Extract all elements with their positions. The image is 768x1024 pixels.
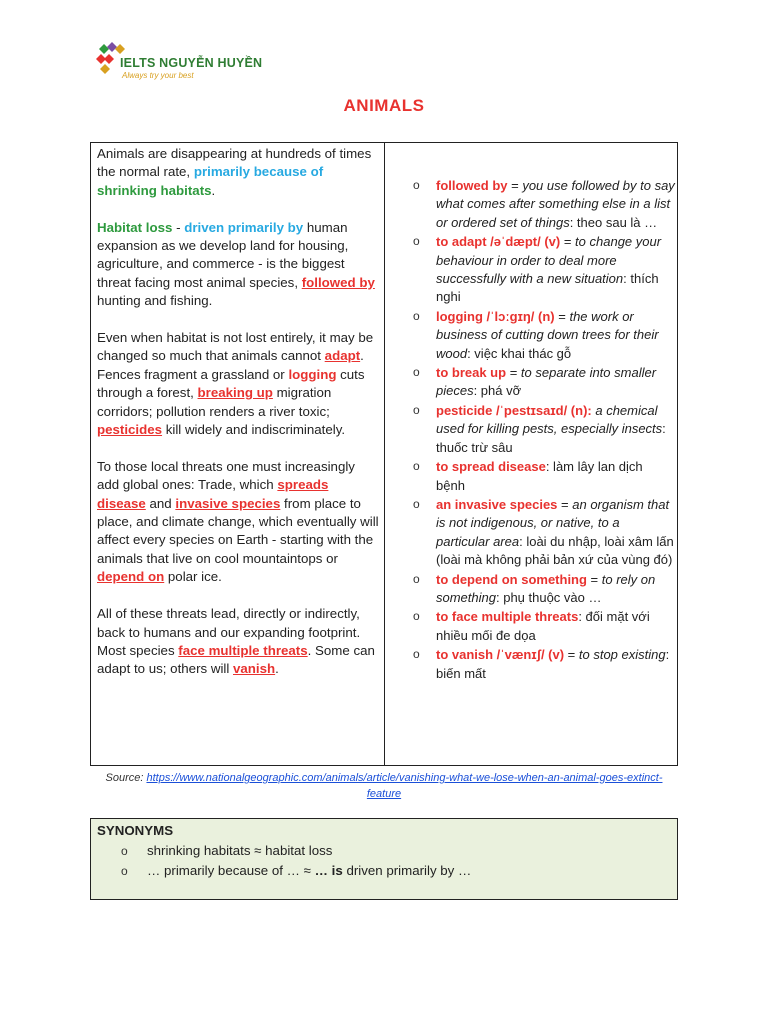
column-divider [384,143,385,765]
vocab-item: o to spread disease: làm lây lan dịch bệnh [413,459,643,493]
passage-column [97,145,379,697]
logo [96,42,266,82]
bullet-icon: o [413,365,420,380]
source-citation [90,770,678,802]
synonyms-title: SYNONYMS [97,823,174,838]
bullet-icon: o [413,571,420,586]
vocab-item: o to face multiple threats: đối mặt với nhiều mối đe dọa [413,609,650,643]
bullet-icon: o [413,234,420,249]
passage-paragraph-1: Animals are disappearing at hundreds of times the normal rate, primarily because of shrinking habitats. [97,146,372,198]
synonyms-box [90,818,678,900]
vocab-item: o followed by = you use followed by to say what comes after something else in a list or ordered set of things: theo sau là … [413,178,675,230]
vocab-item: o an invasive species = an organism that is not indigenous, or native, to a particular area: loài du nhập, loài xâm lấn (loài mà không phải bản xứ của vùng đó) [413,496,674,568]
vocab-item: o to adapt /əˈdæpt/ (v) = to change your behaviour in order to deal more successfully with a new situation: thích nghi [413,234,662,305]
bullet-icon: o [413,308,420,323]
bullet-icon: o [413,496,420,511]
source-label: Source: [105,772,147,784]
bullet-icon: o [413,459,420,474]
vocab-item: o to depend on something = to rely on something: phụ thuộc vào … [413,571,656,605]
vocab-item: o logging /ˈlɔːɡɪŋ/ (n) = the work or business of cutting down trees for their wood: việc khai thác gỗ [413,308,659,361]
source-link[interactable]: https://www.nationalgeographic.com/animals/article/vanishing-what-we-lose-when-an-animal-goes-extinct-feature [146,772,663,800]
vocab-item: o to break up = to separate into smaller pieces: phá vỡ [413,365,657,399]
passage-paragraph-4: To those local threats one must increasingly add global ones: Trade, which spreads disease and invasive species from place to place, and climate change, which eventually will affect every species on Earth - starting with the animals that live on cool mountaintops or depend on polar ice. [97,458,379,585]
vocab-item: o to vanish /ˈvænɪʃ/ (v) = to stop existing: biến mất [413,647,670,681]
logo-tagline: Always try your best [122,71,194,80]
synonym-item: o shrinking habitats ≈ habitat loss [97,841,671,861]
bullet-icon: o [121,864,128,878]
synonym-item: o … primarily because of … ≈ … is driven primarily by … [97,861,671,881]
vocabulary-table [90,142,678,766]
bullet-icon: o [413,402,420,417]
bullet-icon: o [413,178,420,192]
vocabulary-column [413,177,675,684]
page-title: ANIMALS [343,96,425,115]
bullet-icon: o [413,609,420,624]
vocab-item: o pesticide /ˈpestɪsaɪd/ (n): a chemical used for killing pests, especially insects: thuốc trừ sâu [413,402,666,455]
logo-name: IELTS NGUYỄN HUYỀN [120,56,263,70]
bullet-icon: o [121,844,128,858]
passage-paragraph-3: Even when habitat is not lost entirely, it may be changed so much that animals cannot adapt. Fences fragment a grassland or logging cuts through a forest, breaking up migration corridors; pollution renders a river toxic; pesticides kill widely and indiscriminately. [97,330,374,438]
bullet-icon: o [413,647,420,662]
passage-paragraph-5: All of these threats lead, directly or indirectly, back to humans and our expanding footprint. Most species face multiple threats. Some can adapt to us; others will vanish. [97,606,375,677]
passage-paragraph-2: Habitat loss - driven primarily by human expansion as we develop land for housing, agriculture, and commerce - is the biggest threat facing most animal species, followed by hunting and fishing. [97,219,375,309]
